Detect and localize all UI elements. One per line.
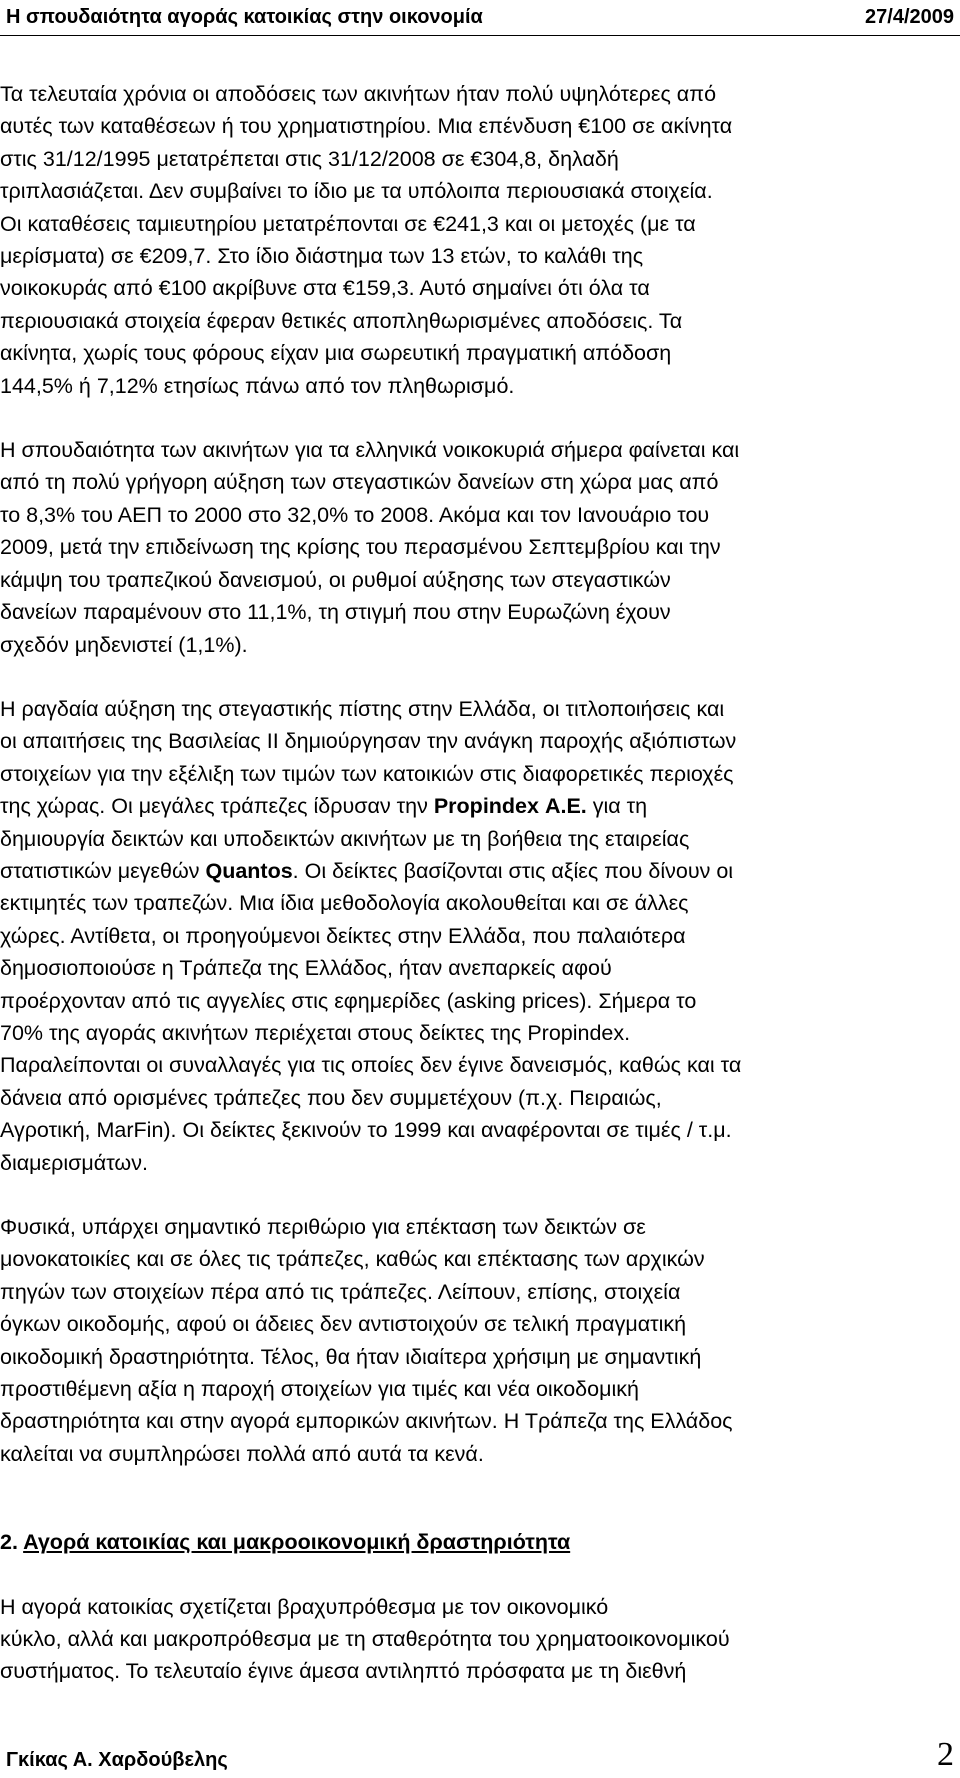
company-name-propindex: Propindex Α.Ε. xyxy=(433,794,587,819)
text-line: νοικοκυράς από €100 ακρίβυνε στα €159,3. Αυτό σημαίνει ότι όλα τα xyxy=(0,276,650,301)
text-line: 70% της αγοράς ακινήτων περιέχεται στους δείκτες της Propindex. xyxy=(0,1020,631,1045)
text-line: Παραλείπονται οι συναλλαγές για τις οποίες δεν έγινε δανεισμός, καθώς και τα xyxy=(0,1053,742,1078)
page-number: 2 xyxy=(937,1736,954,1773)
text-line: Η αγορά κατοικίας σχετίζεται βραχυπρόθεσμα με τον οικονομικό xyxy=(0,1594,609,1619)
section-heading xyxy=(0,1526,948,1558)
text-line: προστιθέμενη αξία η παροχή στοιχείων για τιμές και νέα οικοδομική xyxy=(0,1377,639,1402)
text-line: δημοσιοποιούσε η Τράπεζα της Ελλάδος, ήταν ανεπαρκείς αφού xyxy=(0,956,612,981)
text-span: της χώρας. Οι μεγάλες τράπεζες ίδρυσαν την xyxy=(0,794,434,819)
document-body xyxy=(0,78,948,1720)
text-line: στις 31/12/1995 μετατρέπεται στις 31/12/2008 σε €304,8, δηλαδή xyxy=(0,146,619,171)
text-line: σχεδόν μηδενιστεί (1,1%). xyxy=(0,632,248,657)
text-line: πηγών των στοιχείων πέρα από τις τράπεζες. Λείπουν, επίσης, στοιχεία xyxy=(0,1279,681,1304)
paragraph-housing-cycle xyxy=(0,1591,948,1688)
text-line: όγκων οικοδομής, αφού οι άδειες δεν αντιστοιχούν σε τελική πραγματική xyxy=(0,1312,687,1337)
page-header xyxy=(0,0,960,36)
page-footer xyxy=(0,1738,960,1772)
text-line: οικοδομική δραστηριότητα. Τέλος, θα ήταν ιδιαίτερα χρήσιμη με σημαντική xyxy=(0,1344,702,1369)
text-line: αυτές των καταθέσεων ή του χρηματιστηρίου. Μια επένδυση €100 σε ακίνητα xyxy=(0,114,733,139)
footer-author: Γκίκας Α. Χαρδούβελης xyxy=(6,1749,228,1771)
text-line: στοιχείων για την εξέλιξη των τιμών των κατοικιών στις διαφορετικές περιοχές xyxy=(0,761,734,786)
paragraph-propindex xyxy=(0,693,948,1179)
section-number: 2. xyxy=(0,1530,18,1555)
text-line: Αγροτική, MarFin). Οι δείκτες ξεκινούν το 1999 και αναφέρονται σε τιμές / τ.μ. xyxy=(0,1118,732,1143)
text-line: τριπλασιάζεται. Δεν συμβαίνει το ίδιο με τα υπόλοιπα περιουσιακά στοιχεία. xyxy=(0,179,713,204)
text-line: ακίνητα, χωρίς τους φόρους είχαν μια σωρευτική πραγματική απόδοση xyxy=(0,341,672,366)
section-title: Αγορά κατοικίας και μακροοικονομική δραστηριότητα xyxy=(23,1530,571,1555)
paragraph-mortgages xyxy=(0,434,948,661)
text-line: δραστηριότητα και στην αγορά εμπορικών ακινήτων. Η Τράπεζα της Ελλάδος xyxy=(0,1409,733,1434)
text-line: 144,5% ή 7,12% ετησίως πάνω από τον πληθωρισμό. xyxy=(0,373,515,398)
text-line: καλείται να συμπληρώσει πολλά από αυτά τα κενά. xyxy=(0,1441,484,1466)
text-span: στατιστικών μεγεθών xyxy=(0,858,206,883)
text-line: δανείων παραμένουν στο 11,1%, τη στιγμή που στην Ευρωζώνη έχουν xyxy=(0,600,671,625)
text-line: Φυσικά, υπάρχει σημαντικό περιθώριο για επέκταση των δεικτών σε xyxy=(0,1215,646,1239)
text-line: από τη πολύ γρήγορη αύξηση των στεγαστικών δανείων στη χώρα μας από xyxy=(0,470,719,495)
text-line: δάνεια από ορισμένες τράπεζες που δεν συμμετέχουν (π.χ. Πειραιώς, xyxy=(0,1085,662,1110)
text-line xyxy=(0,790,948,822)
paragraph-returns xyxy=(0,78,948,402)
text-line: Η σπουδαιότητα των ακινήτων για τα ελληνικά νοικοκυριά σήμερα φαίνεται και xyxy=(0,438,740,463)
text-line: μονοκατοικίες και σε όλες τις τράπεζες, καθώς και επέκτασης των αρχικών xyxy=(0,1247,705,1272)
text-line: το 8,3% του ΑΕΠ το 2000 στο 32,0% το 2008. Ακόμα και τον Ιανουάριο του xyxy=(0,502,710,527)
text-line: διαμερισμάτων. xyxy=(0,1150,148,1175)
company-name-quantos: Quantos xyxy=(205,858,293,883)
header-title: Η σπουδαιότητα αγοράς κατοικίας στην οικονομία xyxy=(6,6,483,28)
header-date: 27/4/2009 xyxy=(865,6,954,28)
text-line: μερίσματα) σε €209,7. Στο ίδιο διάστημα των 13 ετών, το καλάθι της xyxy=(0,244,644,269)
text-line: κάμψη του τραπεζικού δανεισμού, οι ρυθμοί αύξησης των στεγαστικών xyxy=(0,567,671,592)
text-line: Τα τελευταία χρόνια οι αποδόσεις των ακινήτων ήταν πολύ υψηλότερες από xyxy=(0,82,717,106)
text-line: περιουσιακά στοιχεία έφεραν θετικές αποπληθωρισμένες αποδόσεις. Τα xyxy=(0,308,683,333)
text-line: Η ραγδαία αύξηση της στεγαστικής πίστης στην Ελλάδα, οι τιτλοποιήσεις και xyxy=(0,696,725,721)
text-line: εκτιμητές των τραπεζών. Μια ίδια μεθοδολογία ακολουθείται και σε άλλες xyxy=(0,891,689,916)
text-line: Οι καταθέσεις ταμιευτηρίου μετατρέπονται σε €241,3 και οι μετοχές (με τα xyxy=(0,211,696,236)
text-line: προέρχονταν από τις αγγελίες στις εφημερίδες (asking prices). Σήμερα το xyxy=(0,988,697,1013)
text-span: . Οι δείκτες βασίζονται στις αξίες που δίνουν οι xyxy=(292,858,734,883)
text-line: δημιουργία δεικτών και υποδεικτών ακινήτων με τη βοήθεια της εταιρείας xyxy=(0,826,690,851)
text-span: για τη xyxy=(586,794,648,819)
text-line: 2009, μετά την επιδείνωση της κρίσης του περασμένου Σεπτεμβρίου και την xyxy=(0,535,721,560)
text-line: κύκλο, αλλά και μακροπρόθεσμα με τη σταθερότητα του χρηματοοικονομικού xyxy=(0,1627,730,1652)
text-line xyxy=(0,855,948,887)
paragraph-extensions xyxy=(0,1211,948,1470)
text-line: χώρες. Αντίθετα, οι προηγούμενοι δείκτες στην Ελλάδα, που παλαιότερα xyxy=(0,923,686,948)
text-line: συστήματος. Το τελευταίο έγινε άμεσα αντιληπτό πρόσφατα με τη διεθνή xyxy=(0,1659,687,1684)
text-line: οι απαιτήσεις της Βασιλείας ΙΙ δημιούργησαν την ανάγκη παροχής αξιόπιστων xyxy=(0,729,737,754)
